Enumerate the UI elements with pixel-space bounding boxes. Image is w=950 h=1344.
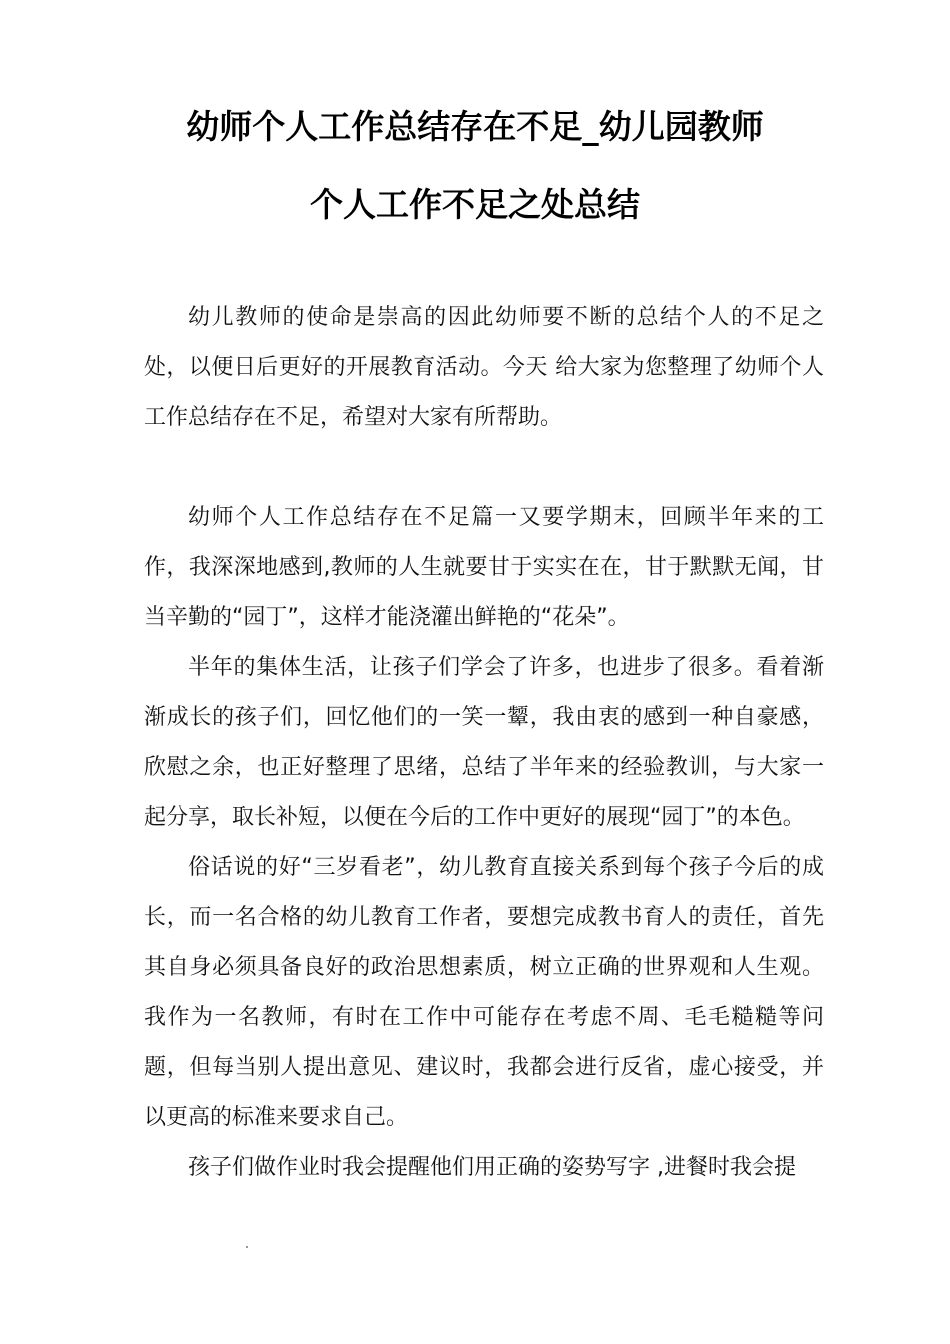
title-line-2: 个人工作不足之处总结 bbox=[310, 185, 640, 224]
document-body bbox=[144, 293, 824, 1193]
paragraph: 幼师个人工作总结存在不足篇一又要学期末，回顾半年来的工作，我深深地感到,教师的人生就要甘于实实在在，甘于默默无闻，甘当辛勤的“园丁”，这样才能浇灌出鲜艳的“花朵”。 bbox=[144, 505, 824, 630]
paragraph: 孩子们做作业时我会提醒他们用正确的姿势写字 ,进餐时我会提 bbox=[188, 1155, 796, 1180]
footer-dot bbox=[246, 1246, 248, 1248]
paragraph-intro: 幼儿教师的使命是崇高的因此幼师要不断的总结个人的不足之处，以便日后更好的开展教育活动。今天 给大家为您整理了幼师个人工作总结存在不足，希望对大家有所帮助。 bbox=[144, 305, 824, 430]
title-line-1: 幼师个人工作总结存在不足_幼儿园教师 bbox=[186, 107, 764, 146]
document-title bbox=[140, 88, 810, 244]
paragraph: 半年的集体生活，让孩子们学会了许多，也进步了很多。看着渐渐成长的孩子们，回忆他们的一笑一颦，我由衷的感到一种自豪感，欣慰之余，也正好整理了思绪，总结了半年来的经验教训，与大家一起分享，取长补短，以便在今后的工作中更好的展现“园丁”的本色。 bbox=[144, 655, 824, 830]
paragraph: 俗话说的好“三岁看老”，幼儿教育直接关系到每个孩子今后的成长，而一名合格的幼儿教育工作者，要想完成教书育人的责任，首先其自身必须具备良好的政治思想素质，树立正确的世界观和人生观。我作为一名教师，有时在工作中可能存在考虑不周、毛毛糙糙等问题，但每当别人提出意见、建议时，我都会进行反省，虚心接受，并以更高的标准来要求自己。 bbox=[144, 855, 824, 1130]
paragraph-gap bbox=[144, 443, 824, 493]
